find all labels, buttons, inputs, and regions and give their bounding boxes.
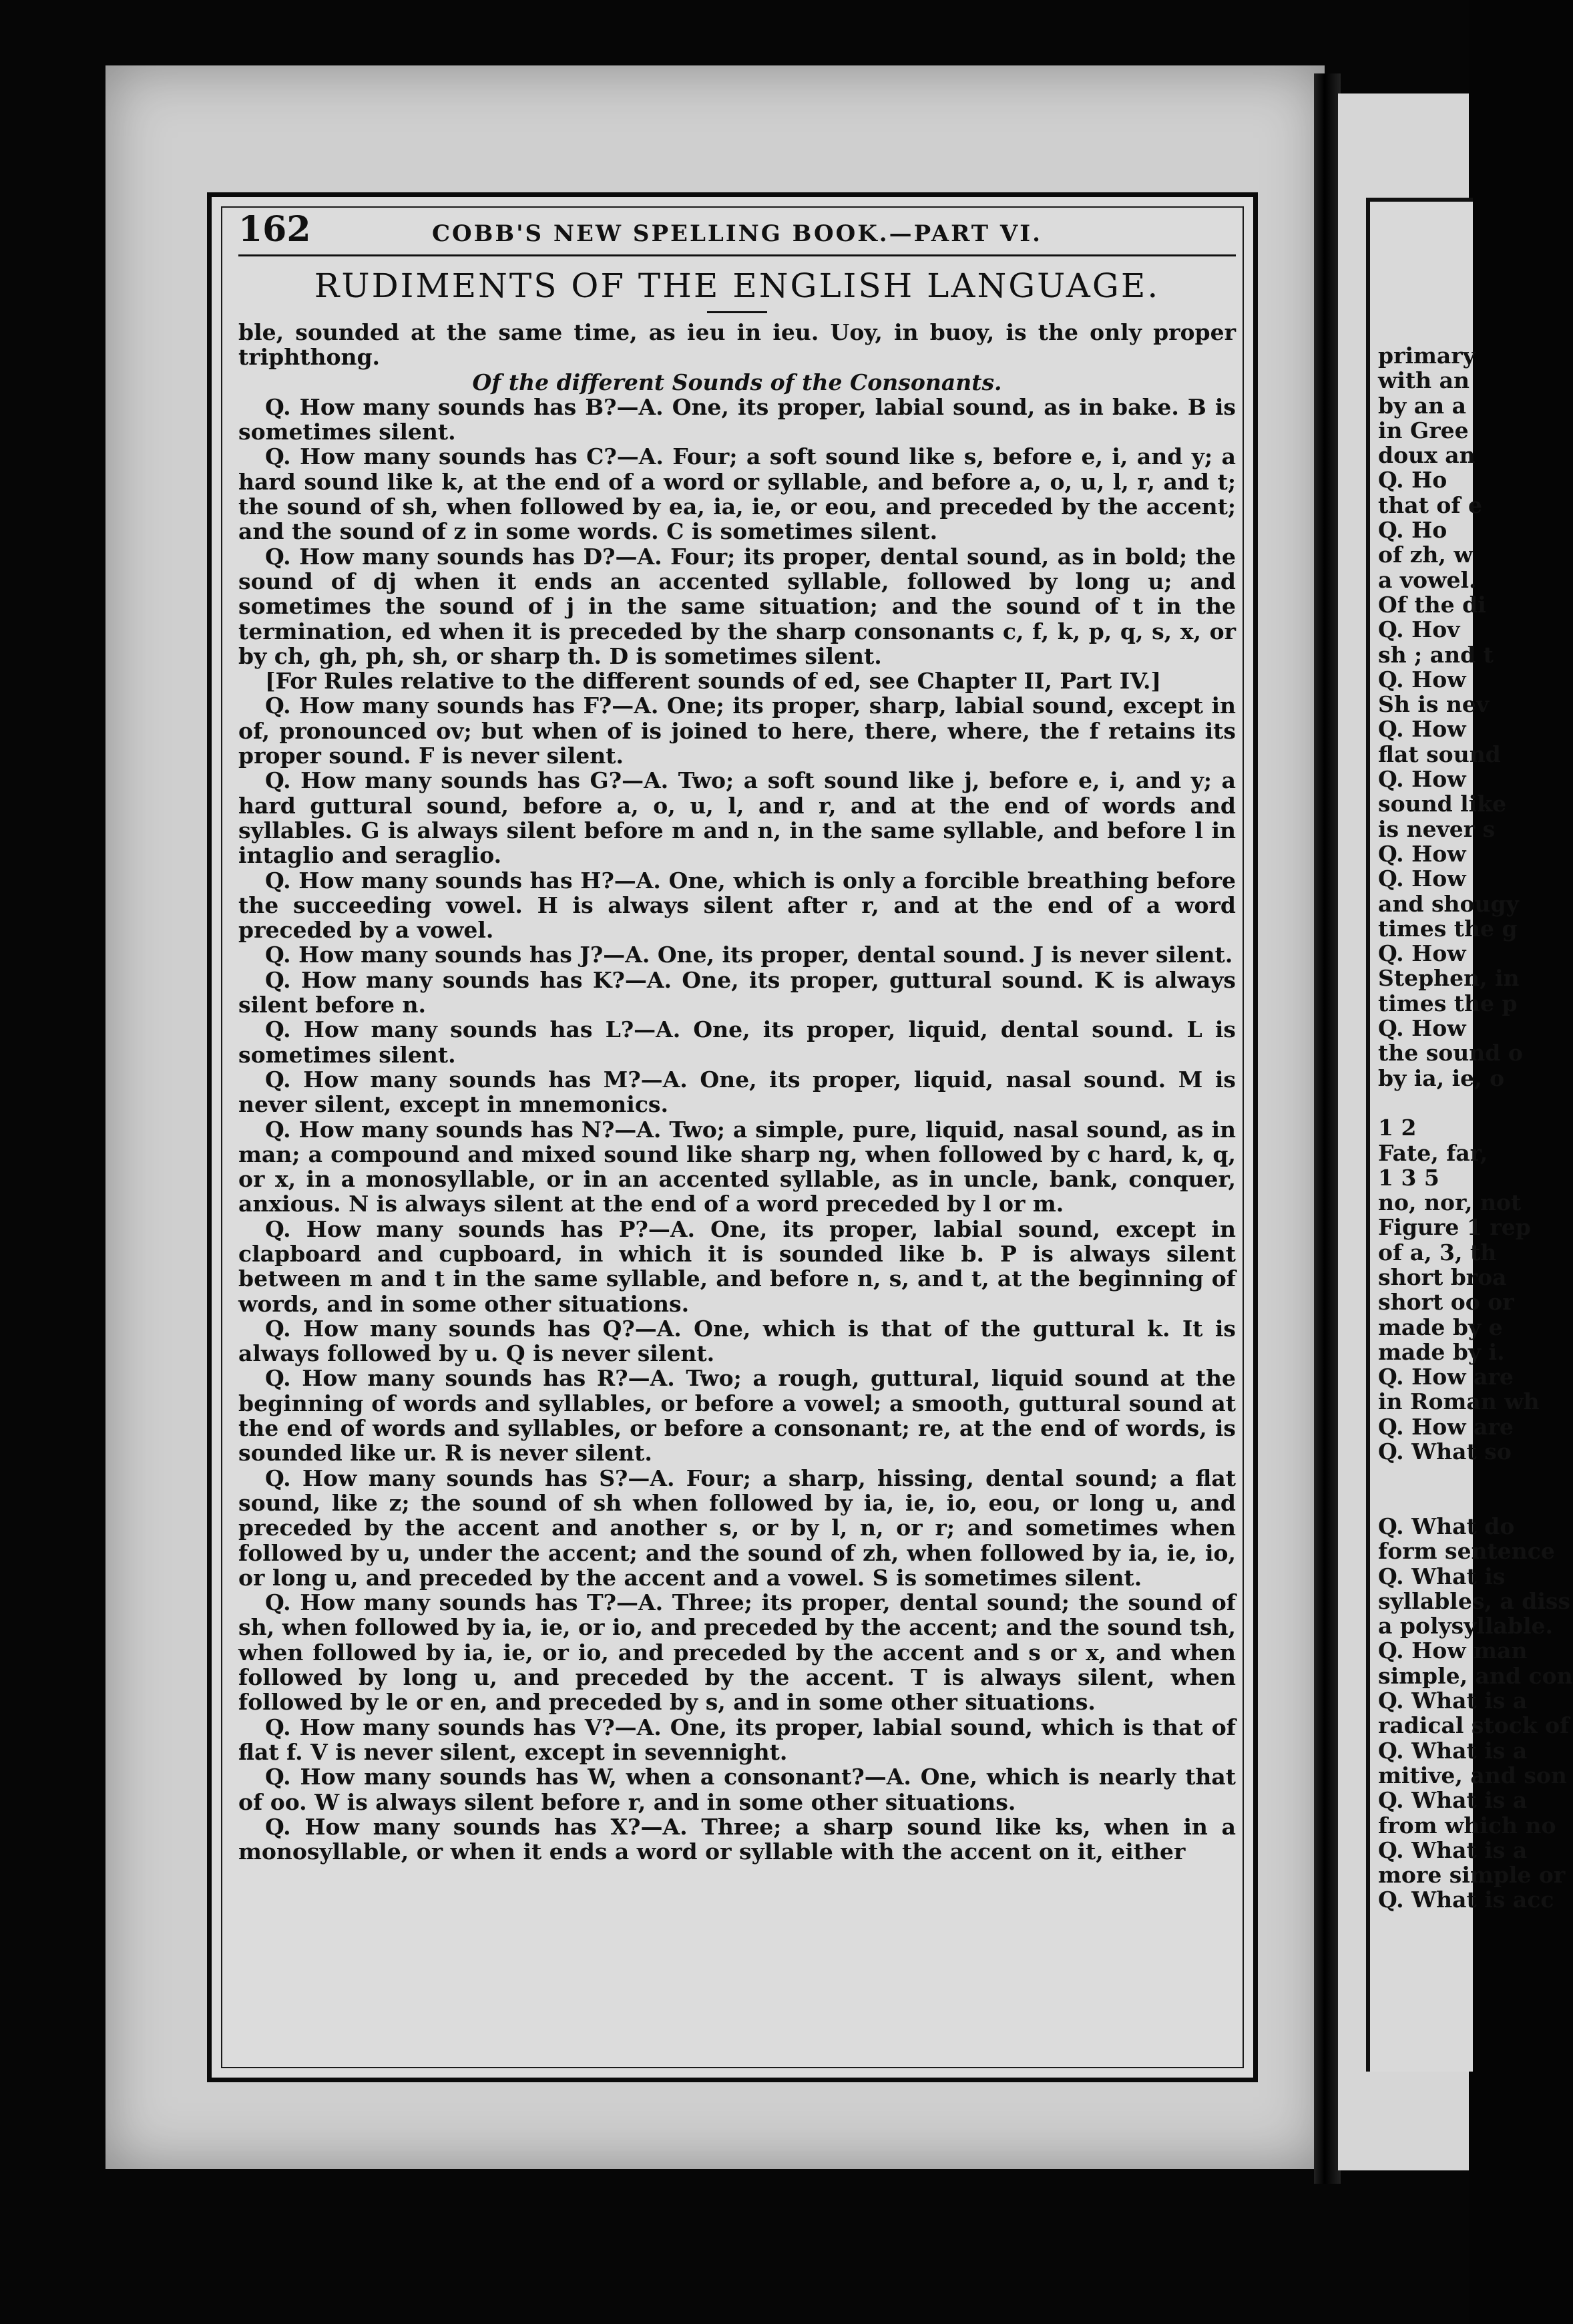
facing-page-line: Figure 1 rep xyxy=(1378,1214,1531,1241)
facing-page-line: Q. What is a xyxy=(1378,1688,1528,1714)
facing-page-line: Q. How man xyxy=(1378,1637,1528,1664)
facing-page-line: by an a xyxy=(1378,392,1466,419)
facing-page-line: Q. What is xyxy=(1378,1563,1506,1589)
facing-page-line: is never s xyxy=(1378,815,1496,842)
question-k: Q. How many sounds has K?—A. One, its proper, guttural sound. K is always silent before n. xyxy=(238,966,1236,1018)
facing-page-line: by ia, ie, o xyxy=(1378,1064,1505,1091)
title-rule xyxy=(707,311,767,313)
facing-page-line: Q. How xyxy=(1378,716,1466,743)
question-q: Q. How many sounds has Q?—A. One, which is that of the guttural k. It is always followed by u. Q is never silent. xyxy=(238,1315,1236,1367)
facing-page-line: times the g xyxy=(1378,915,1518,942)
facing-page-line: sh ; and t xyxy=(1378,641,1494,668)
facing-page-line: times the p xyxy=(1378,990,1518,1016)
question-n: Q. How many sounds has N?—A. Two; a simple, pure, liquid, nasal sound, as in man; a compound and mixed sound like sharp ng, when followed by c hard, k, q, or x, in a monosyllable, or in an accented syllable, as in uncle, bank, conquer, anxious. N is always silent at the end of a word preceded by l or m. xyxy=(238,1116,1236,1217)
book-gutter xyxy=(1314,73,1341,2184)
question-x: Q. How many sounds has X?—A. Three; a sharp sound like ks, when in a monosyllable, or when it ends a word or syllable with the accent on it, either xyxy=(238,1813,1236,1865)
facing-page-line: Q. How xyxy=(1378,940,1466,967)
running-title: COBB'S NEW SPELLING BOOK.—PART VI. xyxy=(431,220,1043,247)
facing-page-line: Q. What is a xyxy=(1378,1737,1528,1764)
question-m: Q. How many sounds has M?—A. One, its proper, liquid, nasal sound. M is never silent, except in mnemonics. xyxy=(238,1066,1236,1118)
facing-page-line: mitive, and son xyxy=(1378,1762,1567,1788)
facing-page xyxy=(1366,198,1573,2072)
facing-page-line: Q. What is acc xyxy=(1378,1887,1554,1913)
facing-page-line: Q. Ho xyxy=(1378,467,1447,494)
facing-page-line: form sentence xyxy=(1378,1538,1555,1565)
question-b: Q. How many sounds has B?—A. One, its proper, labial sound, as in bake. B is sometimes silent. xyxy=(238,393,1236,445)
question-h: Q. How many sounds has H?—A. One, which is only a forcible breathing before the succeeding vowel. H is always silent after r, and at the end of a word preceded by a vowel. xyxy=(238,867,1236,944)
facing-page-line xyxy=(1378,1489,1512,1514)
question-c: Q. How many sounds has C?—A. Four; a soft sound like s, before e, i, and y; a hard sound like k, at the end of a word or syllable, and before a, o, u, l, r, and t; the sound of sh, when followed by ea, ia, ie, or eou, and preceded by the accent; and the sound of z in some words. C is sometimes silent. xyxy=(238,443,1236,545)
question-t: Q. How many sounds has T?—A. Three; its proper, dental sound; the sound of sh, when followed by ia, ie, or io, and preceded by the accent; and the sound tsh, when followed by ia, ie, or io, and preceded by the accent and s or x, and when followed by long u, and preceded by the accent. T is always silent, when followed by le or en, and preceded by s, and in some other situations. xyxy=(238,1589,1236,1716)
question-f: Q. How many sounds has F?—A. One; its proper, sharp, labial sound, except in of, pronounced ov; but when of is joined to here, there, where, the f retains its proper sound. F is never silent. xyxy=(238,693,1236,769)
facing-page-line xyxy=(1378,1464,1512,1489)
facing-page-line: and shougy xyxy=(1378,890,1519,917)
facing-page-line: Of the di xyxy=(1378,591,1486,618)
question-w: Q. How many sounds has W, when a consonant?—A. One, which is nearly that of oo. W is always silent before r, and in some other situations. xyxy=(238,1764,1236,1815)
facing-page-line: Q. How xyxy=(1378,1015,1466,1042)
section-title: RUDIMENTS OF THE ENGLISH LANGUAGE. xyxy=(314,266,1160,305)
running-head xyxy=(238,209,1236,256)
facing-page-line: primary xyxy=(1378,343,1476,369)
question-p: Q. How many sounds has P?—A. One, its proper, labial sound, except in clapboard and cupboard, in which it is sounded like b. P is always silent between m and t in the same syllable, and before n, s, and t, at the beginning of words, and in some other situations. xyxy=(238,1215,1236,1317)
facing-page-line: Q. What so xyxy=(1378,1438,1512,1465)
facing-page-text xyxy=(1378,343,1573,1913)
facing-page-line: Q. How xyxy=(1378,766,1466,793)
question-s: Q. How many sounds has S?—A. Four; a sharp, hissing, dental sound; a flat sound, like z; the sound of sh when followed by ia, ie, io, eou, or long u, and preceded by the accent and another s, or by l, n, or r; and sometimes when followed by u, under the accent; and the sound of zh, when followed by ia, ie, io, or long u, and preceded by the accent and a vowel. S is sometimes silent. xyxy=(238,1465,1236,1591)
facing-page-line: Q. How xyxy=(1378,666,1466,693)
facing-page-line: made by i. xyxy=(1378,1338,1505,1365)
facing-page-line: with an xyxy=(1378,367,1470,394)
facing-page-line: of zh, w xyxy=(1378,542,1473,568)
facing-page-line: no, nor, not xyxy=(1378,1189,1522,1216)
facing-page-line: short oo or xyxy=(1378,1289,1514,1316)
facing-page-line: Q. Hov xyxy=(1378,616,1460,643)
facing-page-line: Fate, far, xyxy=(1378,1139,1488,1166)
page-number: 162 xyxy=(238,209,311,250)
facing-page-line: 1 3 5 xyxy=(1378,1164,1439,1191)
subheading: Of the different Sounds of the Consonants. xyxy=(472,369,1002,395)
question-j: Q. How many sounds has J?—A. One, its proper, dental sound. J is never silent. xyxy=(265,942,1233,968)
facing-page-line: 1 2 xyxy=(1378,1115,1417,1141)
facing-page-line: radical stock of xyxy=(1378,1712,1570,1739)
question-r: Q. How many sounds has R?—A. Two; a rough, guttural, liquid sound at the beginning of words and syllables, or before a vowel; a smooth, guttural sound at the end of words and syllables, or before a consonant; re, at the end of words, is sounded like ur. R is never silent. xyxy=(238,1365,1236,1467)
facing-page-line: Q. What is a xyxy=(1378,1787,1528,1814)
facing-page-line: Q. What do xyxy=(1378,1513,1515,1539)
rules-note: [For Rules relative to the different sounds of ed, see Chapter II, Part IV.] xyxy=(265,668,1162,695)
facing-page-line: flat sound xyxy=(1378,741,1501,767)
facing-page-line: in Gree xyxy=(1378,417,1469,443)
facing-page-line: Q. Ho xyxy=(1378,517,1447,544)
facing-page-line: sound like xyxy=(1378,791,1507,817)
facing-page-line: Q. How xyxy=(1378,840,1466,867)
question-v: Q. How many sounds has V?—A. One, its proper, labial sound, which is that of flat f. V is never silent, except in sevennight. xyxy=(238,1714,1236,1765)
facing-page-line: short broa xyxy=(1378,1264,1507,1290)
facing-page-line: simple, and con xyxy=(1378,1662,1573,1689)
facing-page-line: Stephen, in xyxy=(1378,965,1520,992)
page-frame xyxy=(207,192,1258,2082)
facing-page-line: Q. How are xyxy=(1378,1364,1514,1390)
facing-page-line: that of e xyxy=(1378,492,1483,518)
question-g: Q. How many sounds has G?—A. Two; a soft sound like j, before e, i, and y; a hard guttural sound, before a, o, u, l, and r, and at the end of words and syllables. G is always silent before m and n, in the same syllable, and before l in intaglio and seraglio. xyxy=(238,767,1236,869)
page-content xyxy=(238,209,1236,2064)
facing-page-line: more simple or xyxy=(1378,1862,1566,1889)
facing-page-line: Q. How xyxy=(1378,865,1466,892)
facing-page-line: syllables, a diss xyxy=(1378,1587,1571,1614)
facing-page-line: Q. What is a xyxy=(1378,1836,1528,1863)
facing-page-line: of a, 3, th xyxy=(1378,1239,1497,1266)
facing-page-line: a polysyllable. xyxy=(1378,1613,1553,1639)
opening-paragraph: ble, sounded at the same time, as ieu in ieu. Uoy, in buoy, is the only proper triphthong. xyxy=(238,319,1236,371)
question-d: Q. How many sounds has D?—A. Four; its proper, dental sound, as in bold; the sound of dj when it ends an accented syllable, followed by long u; and sometimes the sound of j in the same situation; and the sound of t in the termination, ed when it is preceded by the sharp consonants c, f, k, p, q, s, x, or by ch, gh, ph, sh, or sharp th. D is sometimes silent. xyxy=(238,543,1236,669)
facing-page-line: Q. How are xyxy=(1378,1413,1514,1440)
facing-page-line: in Roman wh xyxy=(1378,1388,1540,1415)
facing-page-line: a vowel. xyxy=(1378,566,1477,593)
facing-page-line: made by e xyxy=(1378,1314,1503,1340)
question-l: Q. How many sounds has L?—A. One, its proper, liquid, dental sound. L is sometimes silent. xyxy=(238,1016,1236,1068)
facing-page-line: doux an xyxy=(1378,442,1476,469)
facing-page-line: the sound o xyxy=(1378,1040,1523,1067)
facing-page-line: Sh is nev xyxy=(1378,691,1490,718)
facing-page-line xyxy=(1378,1091,1512,1115)
facing-page-line: from which no xyxy=(1378,1812,1556,1838)
